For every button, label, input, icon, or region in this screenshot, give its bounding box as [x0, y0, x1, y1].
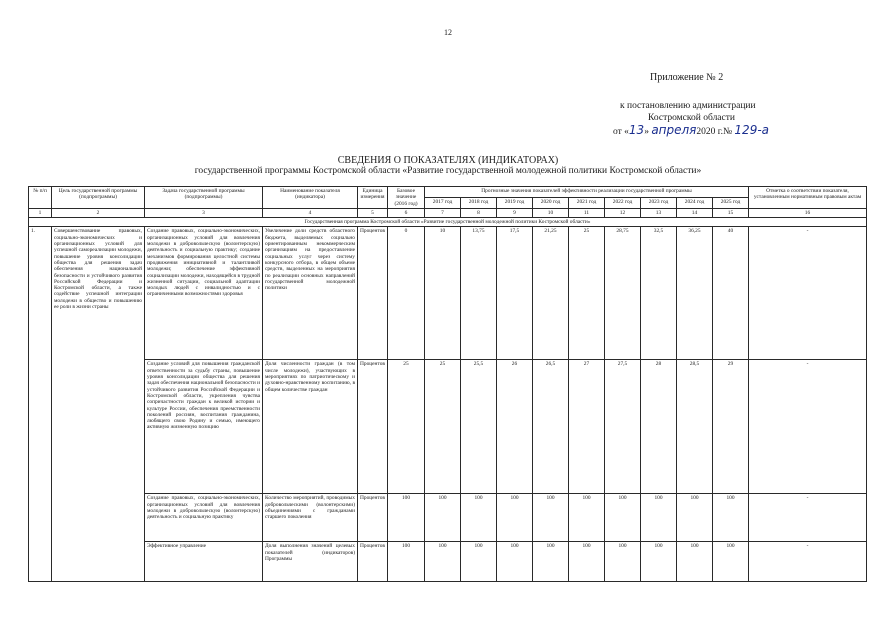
page-number: 12 [444, 28, 452, 37]
date-year: 2020 г.№ [696, 127, 733, 137]
document-subtitle: государственной программы Костромской области «Развитие государственной молодежной политики Костромской области» [194, 166, 702, 176]
column-number: 15 [713, 208, 749, 217]
value-cell: 21,25 [533, 227, 569, 360]
value-cell: 100 [425, 542, 461, 582]
header-mark: Отметка о соответствии показателя, установленным нормативным правовым актам [749, 187, 867, 209]
handwritten-number: 129-а [734, 123, 770, 137]
header-year: 2024 год [677, 197, 713, 208]
column-number: 2 [52, 208, 145, 217]
value-cell: 100 [713, 494, 749, 542]
indicator-cell: Увеличение доли средств областного бюджета, выделяемых социально ориентированным некоммерческим организациям на предоставление социальных услуг через систему конкурсного отбора, в общем объеме средств, выделенных на мероприятия по реализации основных направлений государственной молодежной политики [263, 227, 358, 360]
value-cell: 100 [569, 542, 605, 582]
value-cell: 100 [461, 494, 497, 542]
column-numbers-row [29, 208, 867, 217]
header-row-1 [29, 187, 867, 198]
column-number: 11 [569, 208, 605, 217]
value-cell: 100 [533, 494, 569, 542]
value-cell: 26 [497, 360, 533, 494]
unit-cell: Процентов [358, 360, 388, 494]
value-cell: 100 [677, 494, 713, 542]
column-number: 3 [145, 208, 263, 217]
task-cell: Создание условий для повышения гражданской ответственности за судьбу страны, повышение уровня консолидации общества для решения задач обеспечения национальной безопасности и устойчивого развития Российской Федерации и Костромской области, укрепления чувства сопричастности граждан к великой истории и культуре России, обеспечения преемственности поколений россиян, воспитания гражданина, любящего свою Родину и семью, имеющего активную жизненную позицию [145, 360, 263, 494]
mark-cell: - [749, 542, 867, 582]
column-number: 6 [388, 208, 425, 217]
table-row [29, 542, 867, 582]
indicator-cell: Доля численности граждан (в том числе молодежи), участвующих в мероприятиях по патриотическому и духовно-нравственному воспитанию, в общем количестве граждан [263, 360, 358, 494]
column-number: 9 [497, 208, 533, 217]
value-cell: 13,75 [461, 227, 497, 360]
value-cell: 25,5 [461, 360, 497, 494]
base-value-cell: 100 [388, 494, 425, 542]
value-cell: 26,5 [533, 360, 569, 494]
header-year: 2021 год [569, 197, 605, 208]
row-number: 1. [29, 227, 52, 582]
table-row [29, 227, 867, 360]
value-cell: 100 [569, 494, 605, 542]
mark-cell: - [749, 360, 867, 494]
header-year: 2019 год [497, 197, 533, 208]
header-indicator: Наименование показателя (индикатора) [263, 187, 358, 209]
value-cell: 28,5 [677, 360, 713, 494]
header-forecast: Прогнозные значения показателей эффективности реализации государственной программы [425, 187, 749, 198]
header-task: Задача государственной программы (подпрограммы) [145, 187, 263, 209]
value-cell: 100 [497, 494, 533, 542]
approval-line-2: Костромской области [648, 113, 735, 123]
column-number: 8 [461, 208, 497, 217]
value-cell: 100 [605, 494, 641, 542]
column-number: 7 [425, 208, 461, 217]
approval-date-line [613, 123, 769, 137]
date-prefix: от « [613, 127, 629, 137]
header-year: 2023 год [641, 197, 677, 208]
value-cell: 10 [425, 227, 461, 360]
task-cell: Создание правовых, социально-экономических, организационных условий для вовлечения молодежи в добровольческую (волонтерскую) деятельность и социальную практику [145, 494, 263, 542]
base-value-cell: 0 [388, 227, 425, 360]
value-cell: 100 [605, 542, 641, 582]
base-value-cell: 100 [388, 542, 425, 582]
header-year: 2022 год [605, 197, 641, 208]
value-cell: 100 [461, 542, 497, 582]
appendix-label: Приложение № 2 [650, 72, 724, 83]
header-year: 2017 год [425, 197, 461, 208]
value-cell: 32,5 [641, 227, 677, 360]
value-cell: 25 [569, 227, 605, 360]
indicators-table [28, 186, 867, 582]
column-number: 14 [677, 208, 713, 217]
header-base: Базовое значение (2016 год) [388, 187, 425, 209]
goal-cell: Совершенствование правовых, социально-экономических и организационных условий для успешной самореализации молодежи, повышение уровня консолидации общества для решения задач обеспечения национальной безопасности и устойчивого развития Российской Федерации и Костромской области, а также содействие успешной интеграции молодежи в общество и повышению ее роли в жизни страны [52, 227, 145, 582]
section-title-row [29, 218, 867, 227]
header-no: № п/п [29, 187, 52, 209]
value-cell: 100 [497, 542, 533, 582]
value-cell: 25 [425, 360, 461, 494]
value-cell: 100 [533, 542, 569, 582]
value-cell: 17,5 [497, 227, 533, 360]
value-cell: 100 [677, 542, 713, 582]
column-number: 4 [263, 208, 358, 217]
handwritten-month: апреля [651, 123, 697, 137]
value-cell: 100 [425, 494, 461, 542]
document-title: СВЕДЕНИЯ О ПОКАЗАТЕЛЯХ (ИНДИКАТОРАХ) [337, 155, 559, 166]
approval-line-1: к постановлению администрации [620, 101, 756, 111]
column-number: 12 [605, 208, 641, 217]
header-year: 2020 год [533, 197, 569, 208]
column-number: 5 [358, 208, 388, 217]
indicator-cell: Количество мероприятий, проводимых добровольческими (волонтерскими) объединениями с гражданами старшего поколения [263, 494, 358, 542]
value-cell: 27,5 [605, 360, 641, 494]
table-row [29, 360, 867, 494]
unit-cell: Процентов [358, 227, 388, 360]
column-number: 10 [533, 208, 569, 217]
column-number: 13 [641, 208, 677, 217]
value-cell: 100 [641, 542, 677, 582]
unit-cell: Процентов [358, 494, 388, 542]
task-cell: Эффективное управление [145, 542, 263, 582]
mark-cell: - [749, 227, 867, 360]
header-year: 2025 год [713, 197, 749, 208]
mark-cell: - [749, 494, 867, 542]
handwritten-day: 13 [628, 123, 645, 137]
unit-cell: Процентов [358, 542, 388, 582]
base-value-cell: 25 [388, 360, 425, 494]
value-cell: 27 [569, 360, 605, 494]
header-goal: Цель государственной программы (подпрограммы) [52, 187, 145, 209]
value-cell: 28 [641, 360, 677, 494]
header-unit: Единица измерения [358, 187, 388, 209]
value-cell: 29 [713, 360, 749, 494]
section-title: Государственная программа Костромской области «Развитие государственной молодежной политики Костромской области» [29, 218, 867, 227]
indicator-cell: Доля выполнения значений целевых показателей (индикаторов) Программы [263, 542, 358, 582]
value-cell: 100 [641, 494, 677, 542]
value-cell: 40 [713, 227, 749, 360]
task-cell: Создание правовых, социально-экономических, организационных условий для вовлечения молодежи в добровольческую (волонтерскую) деятельность и социальную практику; создание механизмов формирования целостной системы продвижения инициативной и талантливой молодежи; обеспечение эффективной социализации молодежи, находящейся в трудной жизненной ситуации, социальной адаптации молодых людей с инвалидностью и с ограниченными возможностями здоровья [145, 227, 263, 360]
column-number: 1 [29, 208, 52, 217]
value-cell: 100 [713, 542, 749, 582]
header-year: 2018 год [461, 197, 497, 208]
column-number: 16 [749, 208, 867, 217]
value-cell: 28,75 [605, 227, 641, 360]
date-mid: » [644, 127, 649, 137]
table-row [29, 494, 867, 542]
value-cell: 36,25 [677, 227, 713, 360]
